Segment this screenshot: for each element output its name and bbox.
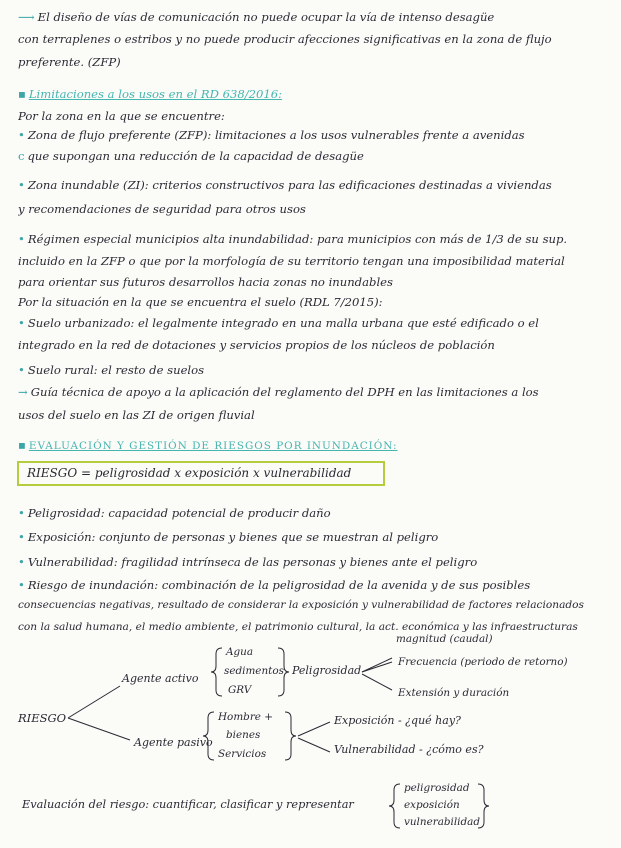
- limitations-line: integrado en la red de dotaciones y servicios propios de los núcleos de población: [18, 338, 495, 352]
- diagram-hazard-item: Frecuencia (periodo de retorno): [398, 656, 568, 668]
- diagram-vulnerability: Vulnerabilidad - ¿cómo es?: [334, 743, 484, 756]
- limitations-line: • Suelo urbanizado: el legalmente integrado en una malla urbana que esté edificado o el: [18, 316, 539, 330]
- evaluation-item: vulnerabilidad: [404, 816, 481, 828]
- bullet-icon: •: [18, 316, 25, 330]
- risk-formula-box: RIESGO = peligrosidad x exposición x vulnerabilidad: [17, 461, 385, 486]
- limitations-heading: ▪ Limitaciones a los usos en el RD 638/2016:: [18, 87, 283, 101]
- limitations-line: • Zona de flujo preferente (ZFP): limitaciones a los usos vulnerables frente a avenidas: [18, 128, 525, 142]
- bullet-icon: •: [18, 232, 25, 246]
- evaluation-item: peligrosidad: [404, 782, 470, 794]
- limitations-line: • Régimen especial municipios alta inundabilidad: para municipios con más de 1/3 de su sup.: [18, 232, 568, 246]
- bullet-icon: •: [18, 128, 25, 142]
- bullet-icon: •: [18, 530, 25, 544]
- bullet-icon: •: [18, 506, 25, 520]
- diagram-exposure: Exposición - ¿qué hay?: [334, 714, 461, 727]
- limitations-line: y recomendaciones de seguridad para otros usos: [18, 202, 306, 216]
- limitations-line: incluido en la ZFP o que por la morfología de su territorio tengan una imposibilidad material: [18, 254, 565, 268]
- risk-definition: consecuencias negativas, resultado de considerar la exposición y vulnerabilidad de factores relacionados: [18, 599, 584, 611]
- risk-definition: • Peligrosidad: capacidad potencial de producir daño: [18, 506, 331, 520]
- limitations-line: para orientar sus futuros desarrollos hacia zonas no inundables: [18, 275, 393, 289]
- bullet-icon: •: [18, 555, 25, 569]
- diagram-active-item: sedimentos: [224, 665, 284, 677]
- bullet-icon: •: [18, 363, 25, 377]
- intro-line-2: con terraplenes o estribos y no puede producir afecciones significativas en la zona de flujo: [18, 32, 552, 46]
- bullet-icon: •: [18, 178, 25, 192]
- diagram-hazard-item: Extensión y duración: [398, 687, 510, 699]
- risk-heading: ▪ EVALUACIÓN Y GESTIÓN DE RIESGOS POR INUNDACIÓN:: [18, 438, 398, 452]
- intro-line-3: preferente. (ZFP): [18, 55, 121, 69]
- limitations-line: • Suelo rural: el resto de suelos: [18, 363, 205, 377]
- diagram-passive-item: bienes: [226, 729, 261, 741]
- risk-definition: • Vulnerabilidad: fragilidad intrínseca de las personas y bienes ante el peligro: [18, 555, 478, 569]
- limitations-line: • Zona inundable (ZI): criterios constructivos para las edificaciones destinadas a viviendas: [18, 178, 552, 192]
- limitations-line: usos del suelo en las ZI de origen fluvial: [18, 408, 255, 422]
- risk-definition: con la salud humana, el medio ambiente, el patrimonio cultural, la act. económica y las infraestructuras: [18, 621, 578, 633]
- diagram-hazard: Peligrosidad: [292, 664, 362, 677]
- limitations-line: → Guía técnica de apoyo a la aplicación del reglamento del DPH en las limitaciones a los: [18, 385, 539, 399]
- diagram-active-item: Agua: [226, 646, 254, 658]
- limitations-line: c que supongan una reducción de la capacidad de desagüe: [18, 149, 364, 163]
- bullet-icon: ▪: [18, 438, 26, 452]
- limitations-line: Por la situación en la que se encuentra el suelo (RDL 7/2015):: [18, 295, 383, 309]
- diagram-active-agent: Agente activo: [122, 672, 199, 685]
- diagram-passive-agent: Agente pasivo: [134, 736, 213, 749]
- evaluation-item: exposición: [404, 799, 460, 811]
- arrow-icon: →: [18, 385, 28, 399]
- bullet-icon: •: [18, 578, 25, 592]
- intro-line-1: ⟶ El diseño de vías de comunicación no puede ocupar la vía de intenso desagüe: [18, 10, 495, 24]
- diagram-active-item: GRV: [228, 684, 252, 696]
- risk-definition: • Riesgo de inundación: combinación de la peligrosidad de la avenida y de sus posibles: [18, 578, 531, 592]
- bullet-icon: c: [18, 149, 25, 163]
- evaluation-text: Evaluación del riesgo: cuantificar, clasificar y representar: [22, 798, 354, 811]
- bullet-icon: ▪: [18, 87, 26, 101]
- diagram-hazard-item: magnitud (caudal): [396, 633, 493, 645]
- diagram-passive-item: Servicios: [218, 748, 267, 760]
- arrow-icon: ⟶: [18, 10, 35, 24]
- diagram-root: RIESGO: [18, 711, 67, 725]
- limitations-line: Por la zona en la que se encuentre:: [18, 109, 225, 123]
- risk-definition: • Exposición: conjunto de personas y bienes que se muestran al peligro: [18, 530, 439, 544]
- diagram-passive-item: Hombre +: [218, 711, 273, 723]
